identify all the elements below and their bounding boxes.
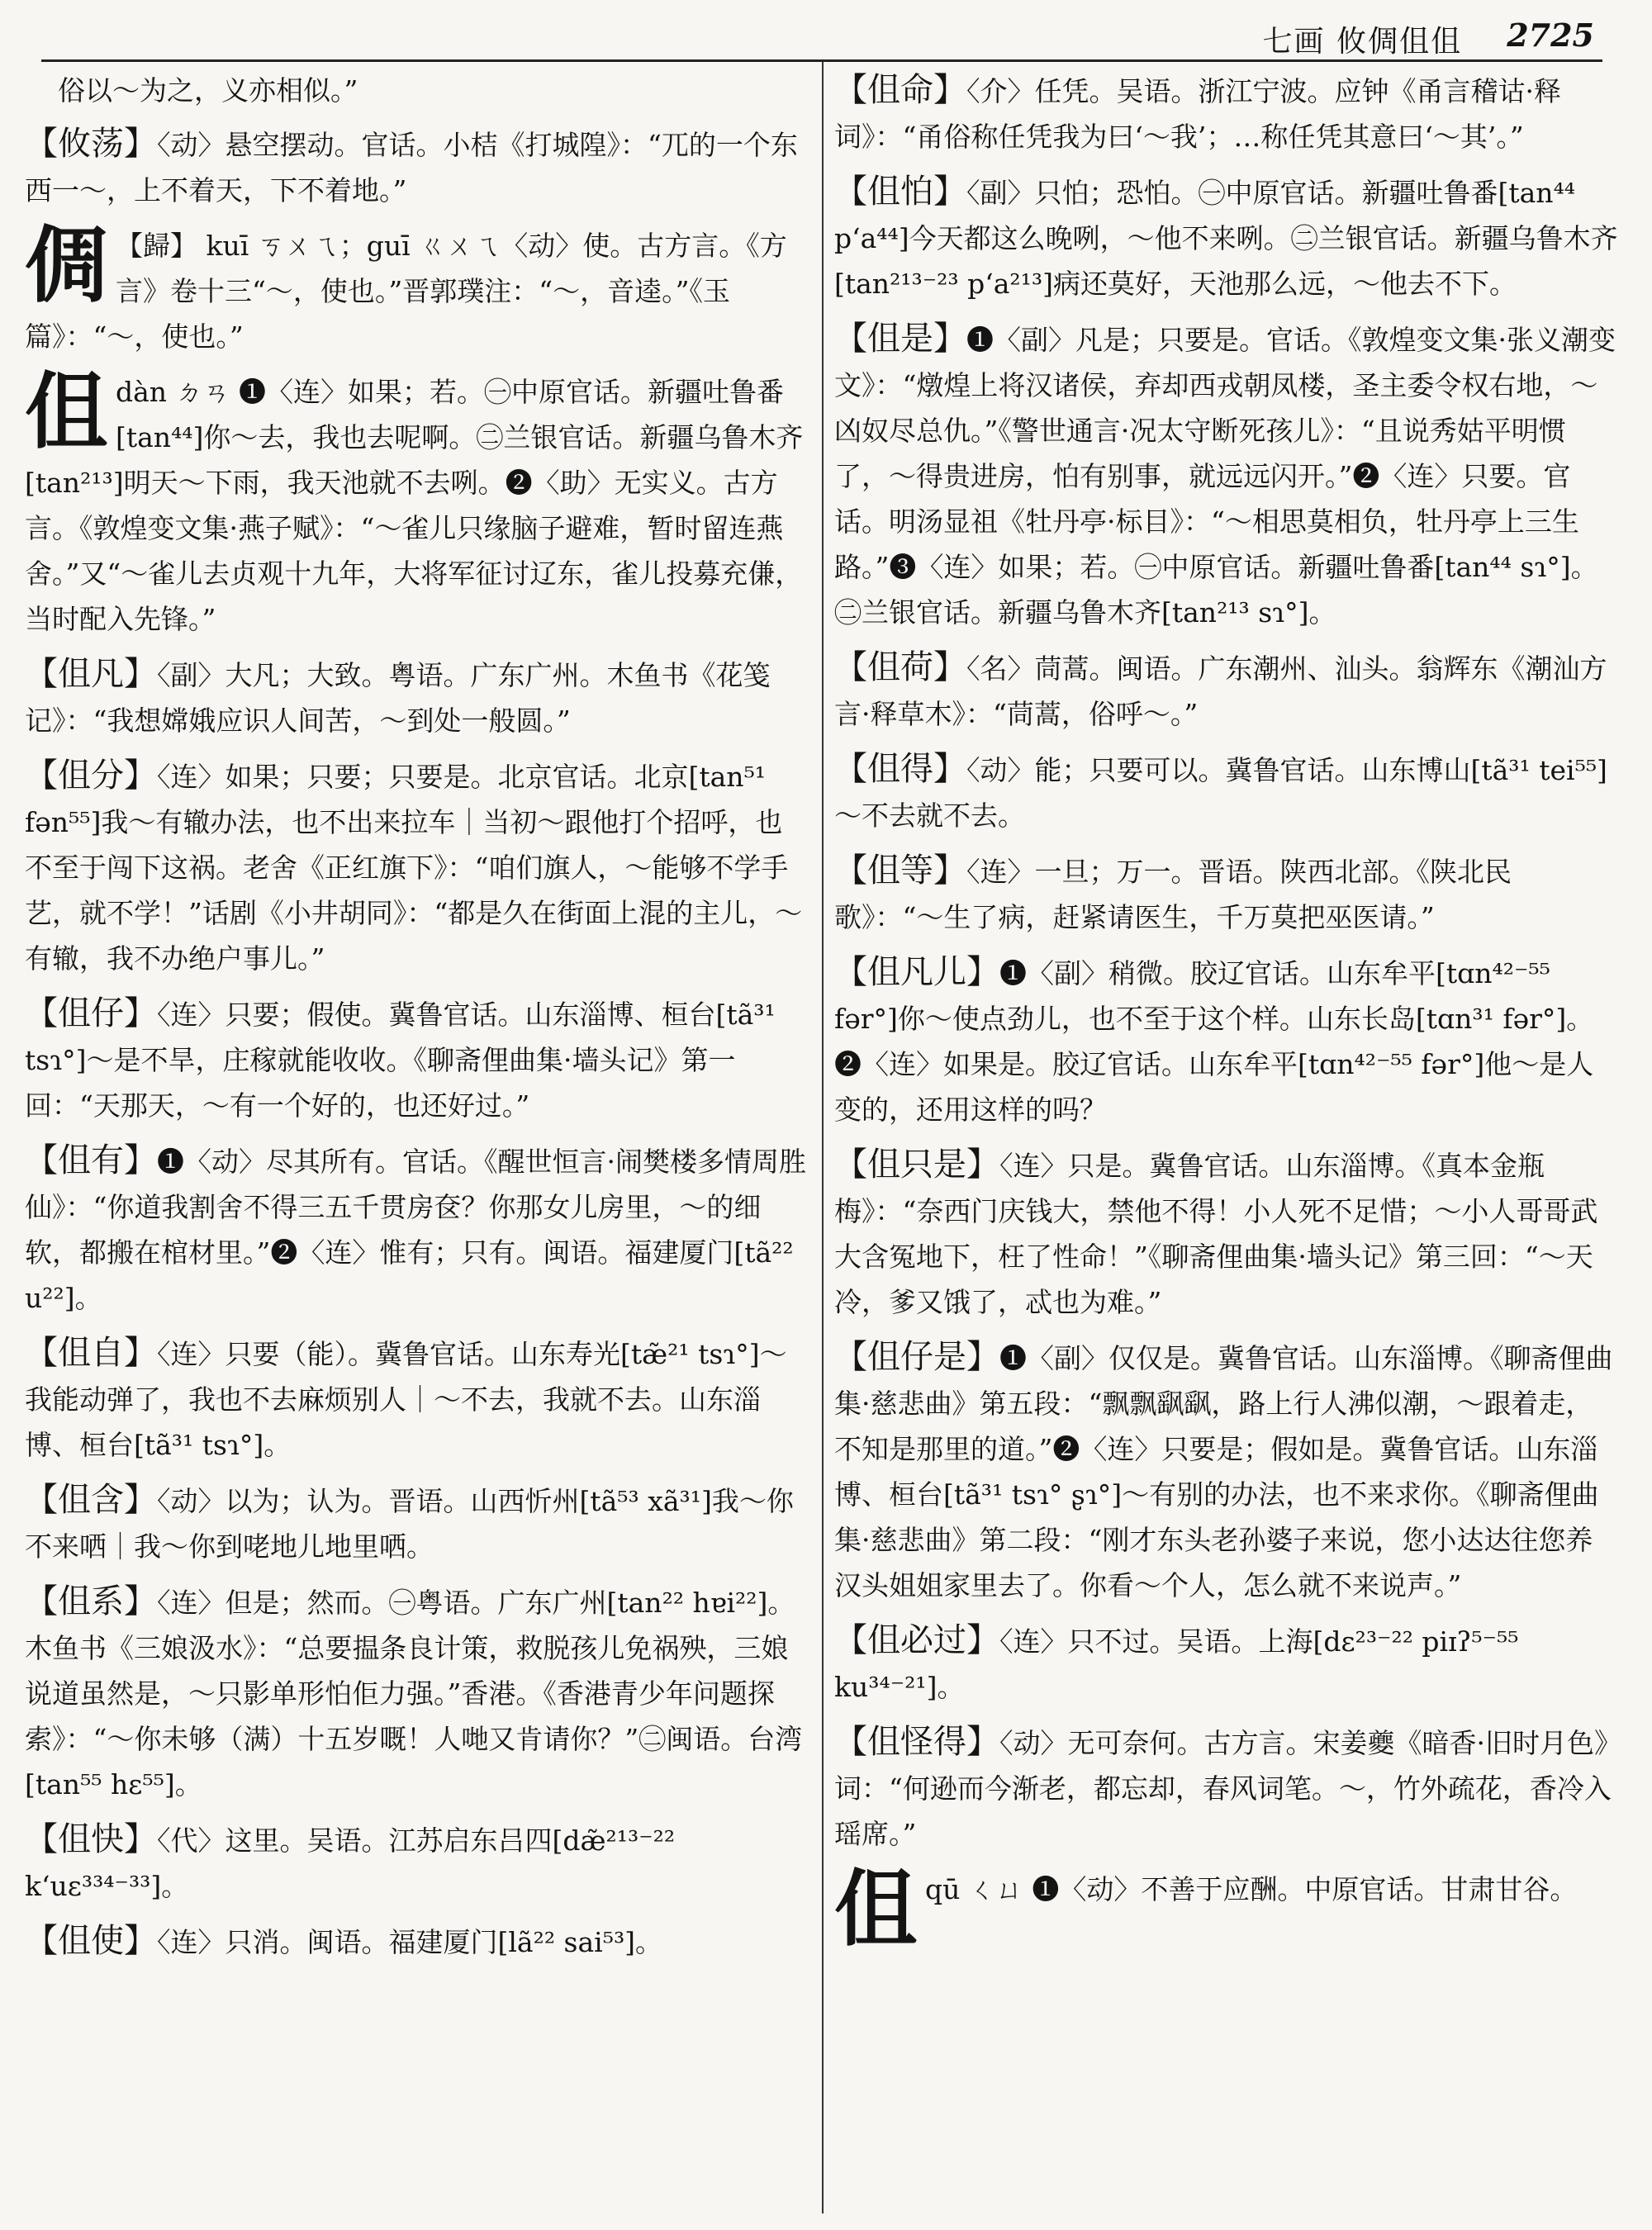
entry-definition: ❶〈副〉仅仅是。冀鲁官话。山东淄博。《聊斋俚曲集·慈悲曲》第五段：“飘飘飖飖，路上行人沸似潮，～跟着走，不知是那里的道。”❷〈连〉只要是；假如是。冀鲁官话。山东淄博、桓台[tã³¹ tsɿ° ʂɿ°]～有别的办法，也不来求你。《聊斋俚曲集·慈悲曲》第二段：“刚才东头老孙婆子来说，您小达达往您养汉头姐姐家里去了。你看～个人，怎么就不来说声。” <box>834 1342 1613 1601</box>
entry-definition: 〈连〉只不过。吴语。上海[dɛ²³⁻²² piɪʔ⁵⁻⁵⁵ ku³⁴⁻²¹]。 <box>834 1625 1519 1703</box>
sub-entry <box>25 1817 809 1909</box>
entry-definition: 〈动〉悬空摆动。官话。小桔《打城隍》：“兀的一个东西一～，上不着天，下不着地。” <box>25 129 798 206</box>
sub-entry <box>25 1579 809 1807</box>
entry-definition: 〈连〉只是。冀鲁官话。山东淄博。《真本金瓶梅》：“奈西门庆钱大，禁他不得！小人死不足惜；～小人哥哥武大含冤地下，枉了性命！”《聊斋俚曲集·墙头记》第三回：“～天冷，爹又饿了，忒也为难。” <box>834 1150 1598 1318</box>
entry-definition: 〈连〉如果；只要；只要是。北京官话。北京[tan⁵¹ fən⁵⁵]我～有辙办法，也不出来拉车｜当初～跟他打个招呼，也不至于闯下这祸。老舍《正红旗下》：“咱们旗人，～能够不学手艺，就不学！”话剧《小井胡同》：“都是久在街面上混的主儿，～有辙，我不办绝户事儿。” <box>25 761 803 975</box>
sub-entry <box>25 121 809 213</box>
entry-definition: 〈动〉无可奈何。古方言。宋姜夔《暗香·旧时月色》词：“何逊而今渐老，都忘却，春风词笔。～，竹外疏花，香冷入瑶席。” <box>834 1727 1612 1850</box>
entry-definition: 〈连〉只要（能）。冀鲁官话。山东寿光[tæ̃²¹ tsɿ°]～我能动弹了，我也不去麻烦别人｜～不去，我就不去。山东淄博、桓台[tã³¹ tsɿ°]。 <box>25 1338 787 1461</box>
sub-entry <box>25 1331 809 1468</box>
sub-entry <box>834 1720 1619 1857</box>
sub-entry <box>25 1919 809 1965</box>
sub-entry <box>834 747 1619 838</box>
sub-entry <box>834 316 1619 635</box>
left-column <box>25 68 809 2230</box>
character-entry <box>25 216 809 359</box>
entry-headword: 【伹凡】 <box>25 655 157 693</box>
entry-definition: 〈名〉茼蒿。闽语。广东潮州、汕头。翁辉东《潮汕方言·释草木》：“茼蒿，俗呼～。” <box>834 652 1607 730</box>
entry-headword: 【伹怪得】 <box>834 1723 999 1761</box>
entry-definition: 〈连〉只消。闽语。福建厦门[lã²² sai⁵³]。 <box>157 1926 663 1958</box>
character-entry <box>834 1860 1619 1957</box>
entry-definition: 【歸】 kuī ㄎㄨㄟ；guī ㄍㄨㄟ〈动〉使。古方言。《方言》卷十三“～，使也。”晋郭璞注：“～，音逵。”《玉篇》：“～，使也。” <box>25 230 787 353</box>
entry-definition: dàn ㄉㄢ ❶〈连〉如果；若。㊀中原官话。新疆吐鲁番[tan⁴⁴]你～去，我也去呢啊。㊁兰银官话。新疆乌鲁木齐[tan²¹³]明天～下雨，我天池就不去咧。❷〈助〉无实义。古方言。《敦煌变文集·燕子赋》：“～雀儿只缘脑子避难，暂时留连燕舍。”又“～雀儿去贞观十九年，大将军征讨辽东，雀儿投募充傔，当时配入先锋。” <box>25 376 804 635</box>
sub-entry <box>25 753 809 981</box>
entry-definition: 〈副〉只怕；恐怕。㊀中原官话。新疆吐鲁番[tan⁴⁴ p‘a⁴⁴]今天都这么晚咧，～他不来咧。㊁兰银官话。新疆乌鲁木齐[tan²¹³⁻²³ p‘a²¹³]病还莫好，天池那么远，～他去不下。 <box>834 177 1618 300</box>
entry-headword: 【伹系】 <box>25 1582 157 1620</box>
entry-headword: 【伹得】 <box>834 750 966 788</box>
entry-headword: 【伹怕】 <box>834 173 966 211</box>
entry-definition: ❶〈副〉稍微。胶辽官话。山东牟平[tɑn⁴²⁻⁵⁵ fər°]你～使点劲儿，也不至于这个样。山东长岛[tɑn³¹ fər°]。❷〈连〉如果是。胶辽官话。山东牟平[tɑn⁴²⁻⁵⁵ fər°]他～是人变的，还用这样的吗？ <box>834 957 1594 1126</box>
sub-entry <box>834 848 1619 940</box>
entry-headword: 【攸荡】 <box>25 125 157 163</box>
entry-headword: 【伹仔是】 <box>834 1338 999 1376</box>
entry-headword: 【伹荷】 <box>834 648 966 686</box>
entry-character: 伹 <box>834 1860 917 1957</box>
page-number: 2725 <box>1507 17 1594 54</box>
entry-headword: 【伹只是】 <box>834 1146 999 1184</box>
entry-headword: 【伹等】 <box>834 852 966 890</box>
character-entry <box>25 363 809 642</box>
entry-headword: 【伹分】 <box>25 757 157 795</box>
sub-entry <box>834 1335 1619 1608</box>
sub-entry <box>25 1138 809 1321</box>
entry-definition: 〈连〉但是；然而。㊀粤语。广东广州[tan²² hɐi²²]。木鱼书《三娘汲水》：“总要揾条良计策，救脱孩儿免祸殃，三娘说道虽然是，～只影单形怕佢力强。”香港。《香港青少年问题探索》：“～你未够（满）十五岁嘅！人哋又肯请你？”㊁闽语。台湾[tan⁵⁵ hɛ⁵⁵]。 <box>25 1587 803 1801</box>
sub-entry <box>25 1478 809 1569</box>
entry-continuation: 俗以～为之，义亦相似。” <box>58 74 358 107</box>
entry-headword: 【伹必过】 <box>834 1621 999 1659</box>
entry-definition: 〈动〉能；只要可以。冀鲁官话。山东博山[tã³¹ tei⁵⁵]～不去就不去。 <box>834 754 1607 832</box>
entry-character: 倜 <box>25 216 107 314</box>
sub-entry <box>834 68 1619 159</box>
entry-headword: 【伹自】 <box>25 1334 157 1372</box>
sub-entry <box>834 1142 1619 1325</box>
entry-headword: 【伹是】 <box>834 320 966 358</box>
sub-entry <box>25 652 809 743</box>
column-divider <box>822 62 824 2213</box>
entry-definition: qū ㄑㄩ ❶〈动〉不善于应酬。中原官话。甘肃甘谷。 <box>925 1873 1578 1905</box>
entry-headword: 【伹有】 <box>25 1141 157 1179</box>
entry-definition: 〈连〉一旦；万一。晋语。陕西北部。《陕北民歌》：“～生了病，赶紧请医生，千万莫把巫医请。” <box>834 856 1512 933</box>
entry-character: 伹 <box>25 363 107 460</box>
entry-definition: 〈动〉以为；认为。晋语。山西忻州[tã⁵³ xã³¹]我～你不来哂｜我～你到咾地儿地里哂。 <box>25 1485 794 1563</box>
entry-headword: 【伹仔】 <box>25 994 157 1032</box>
sub-entry <box>834 645 1619 737</box>
sub-entry <box>834 1618 1619 1710</box>
sub-entry <box>25 991 809 1128</box>
entry-headword: 【伹含】 <box>25 1481 157 1519</box>
entry-definition: 〈介〉任凭。吴语。浙江宁波。应钟《甬言稽诂·释词》：“甬俗称任凭我为曰‘～我’；…称任凭其意曰‘～其’。” <box>834 75 1561 153</box>
entry-definition: 〈连〉只要；假使。冀鲁官话。山东淄博、桓台[tã³¹ tsɿ°]～是不旱，庄稼就能收收。《聊斋俚曲集·墙头记》第一回：“天那天，～有一个好的，也还好过。” <box>25 999 776 1122</box>
entry-definition: 〈代〉这里。吴语。江苏启东吕四[dæ̃²¹³⁻²² k‘uɛ³³⁴⁻³³]。 <box>25 1824 676 1902</box>
entry-headword: 【伹命】 <box>834 71 966 109</box>
section-title: 七画 攸倜伹伹 <box>1262 25 1462 59</box>
entry-headword: 【伹使】 <box>25 1922 157 1960</box>
entry-headword: 【伹凡儿】 <box>834 953 999 991</box>
entry-definition: 〈副〉大凡；大致。粤语。广东广州。木鱼书《花笺记》：“我想嫦娥应识人间苦，～到处一般圆。” <box>25 659 771 737</box>
right-column <box>834 68 1619 2230</box>
entry-definition: ❶〈动〉尽其所有。官话。《醒世恒言·闹樊楼多情周胜仙》：“你道我割舍不得三五千贯房奁？你那女儿房里，～的细软，都搬在棺材里。”❷〈连〉惟有；只有。闽语。福建厦门[tã²² u²²]。 <box>25 1146 806 1314</box>
page-header <box>41 12 1602 62</box>
entry-headword: 【伹快】 <box>25 1820 157 1858</box>
entry-definition: ❶〈副〉凡是；只要是。官话。《敦煌变文集·张义潮变文》：“燉煌上将汉诸侯，弃却西戎朝凤楼，圣主委令权右地，～凶奴尽总仇。”《警世通言·况太守断死孩儿》：“且说秀姑平明惯了，～得贵进房，怕有别事，就远远闪开。”❷〈连〉只要。官话。明汤显祖《牡丹亭·标目》：“～相思莫相负，牡丹亭上三生路。”❸〈连〉如果；若。㊀中原官话。新疆吐鲁番[tan⁴⁴ sɿ°]。㊁兰银官话。新疆乌鲁木齐[tan²¹³ sɿ°]。 <box>834 324 1616 629</box>
sub-entry <box>834 169 1619 306</box>
sub-entry <box>834 950 1619 1132</box>
